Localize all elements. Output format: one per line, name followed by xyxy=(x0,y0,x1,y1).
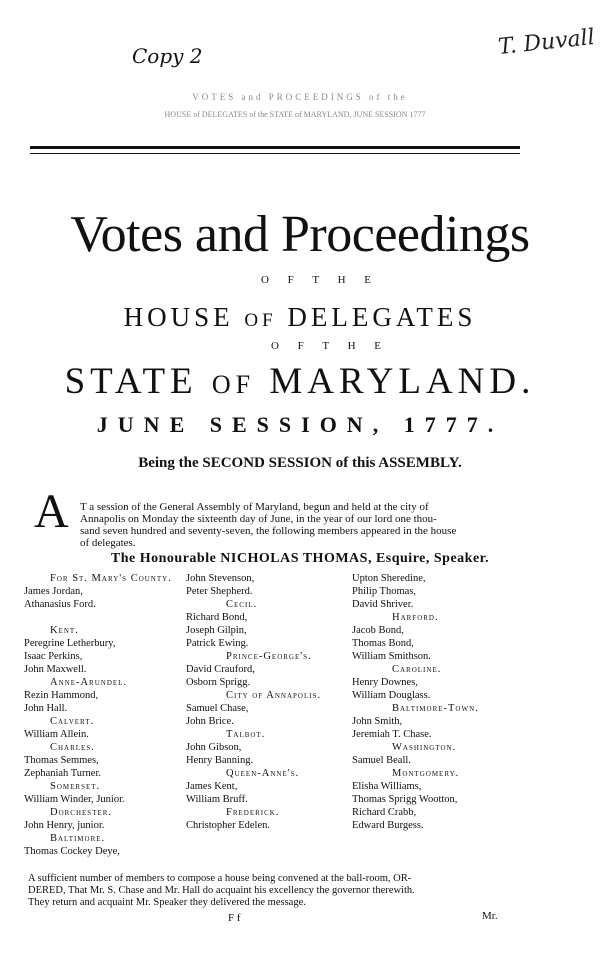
county-heading: Caroline. xyxy=(392,664,442,675)
signature-mark: F f xyxy=(228,912,241,924)
county-heading: Dorchester. xyxy=(50,807,113,818)
member-name: Zephaniah Turner. xyxy=(24,768,101,779)
member-name: Jeremiah T. Chase. xyxy=(352,729,432,740)
resolution-line-2: DERED, That Mr. S. Chase and Mr. Hall do acquaint his excellency the governor therewith. xyxy=(28,885,415,896)
spacer xyxy=(24,611,172,624)
member-name: Thomas Sprigg Wootton, xyxy=(352,794,458,805)
handwritten-signature: T. Duvall xyxy=(496,25,596,60)
member-name: Philip Thomas, xyxy=(352,586,416,597)
june-session: JUNE SESSION, 1777. xyxy=(96,412,504,437)
member-name: John Stevenson, xyxy=(186,573,255,584)
member-name: Christopher Edelen. xyxy=(186,820,270,831)
county-heading: Charles. xyxy=(50,742,95,753)
county-heading: Frederick. xyxy=(226,807,280,818)
member-name: Rezin Hammond, xyxy=(24,690,99,701)
member-name: John Smith, xyxy=(352,716,403,727)
member-name: John Brice. xyxy=(186,716,234,727)
drop-cap: A xyxy=(34,485,69,538)
resolution-line-3: They return and acquaint Mr. Speaker they delivered the message. xyxy=(28,897,306,908)
county-heading: Baltimore. xyxy=(50,833,106,844)
top-rule-thick xyxy=(30,146,520,149)
county-heading: Washington. xyxy=(392,742,457,753)
being-second-session: Being the SECOND SESSION of this ASSEMBLY. xyxy=(138,455,462,471)
county-heading: Somerset. xyxy=(50,781,101,792)
county-heading: Prince-George's. xyxy=(226,651,312,662)
member-name: Upton Sheredine, xyxy=(352,573,426,584)
of-the-2: O F T H E xyxy=(270,340,390,352)
member-name: Jacob Bond, xyxy=(352,625,404,636)
member-name: Samuel Beall. xyxy=(352,755,411,766)
member-name: David Crauford, xyxy=(186,664,255,675)
member-name: James Jordan, xyxy=(24,586,83,597)
member-name: William Allein. xyxy=(24,729,89,740)
member-name: Peregrine Letherbury, xyxy=(24,638,116,649)
county-heading: Talbot. xyxy=(226,729,266,740)
county-heading: Kent. xyxy=(50,625,79,636)
member-name: Edward Burgess. xyxy=(352,820,424,831)
members-column-3 xyxy=(352,572,479,832)
member-name: Athanasius Ford. xyxy=(24,599,96,610)
member-name: Thomas Bond, xyxy=(352,638,414,649)
of-the-1: O F T H E xyxy=(260,274,380,286)
resolution-line-1: A sufficient number of members to compose a house being convened at the ball-room, OR- xyxy=(28,873,412,884)
faded-header-line-1: VOTES and PROCEEDINGS of the xyxy=(192,92,408,102)
county-heading: Queen-Anne's. xyxy=(226,768,300,779)
member-name: Elisha Williams, xyxy=(352,781,422,792)
member-name: Henry Banning. xyxy=(186,755,254,766)
top-rule-thin xyxy=(30,153,520,154)
member-name: William Winder, Junior. xyxy=(24,794,125,805)
intro-line-3: sand seven hundred and seventy-seven, the following members appeared in the house xyxy=(80,525,457,537)
member-name: Thomas Semmes, xyxy=(24,755,99,766)
member-name: James Kent, xyxy=(186,781,238,792)
member-name: Henry Downes, xyxy=(352,677,418,688)
faded-header-line-2: HOUSE of DELEGATES of the STATE of MARYLAND, JUNE SESSION 1777 xyxy=(164,110,426,119)
county-heading: Montgomery. xyxy=(392,768,460,779)
members-column-1 xyxy=(24,572,172,858)
county-heading: Anne-Arundel. xyxy=(50,677,128,688)
county-heading: For St. Mary's County. xyxy=(50,573,172,584)
catchword: Mr. xyxy=(482,910,498,922)
intro-line-1: T a session of the General Assembly of Maryland, begun and held at the city of xyxy=(80,501,429,513)
member-name: John Hall. xyxy=(24,703,68,714)
member-name: John Maxwell. xyxy=(24,664,87,675)
member-name: Joseph Gilpin, xyxy=(186,625,247,636)
member-name: John Gibson, xyxy=(186,742,242,753)
member-name: Richard Bond, xyxy=(186,612,248,623)
member-name: William Smithson. xyxy=(352,651,431,662)
handwritten-copy-note: Copy 2 xyxy=(132,44,203,68)
county-heading: Cecil. xyxy=(226,599,258,610)
document-title: Votes and Proceedings xyxy=(70,206,530,263)
members-column-2 xyxy=(186,572,321,832)
house-of-delegates: HOUSE of DELEGATES xyxy=(123,302,477,332)
county-heading: Baltimore-Town. xyxy=(392,703,479,714)
member-name: Samuel Chase, xyxy=(186,703,249,714)
county-heading: City of Annapolis. xyxy=(226,690,322,701)
intro-line-2: Annapolis on Monday the sixteenth day of June, in the year of our lord one thou- xyxy=(80,513,437,525)
member-name: William Douglass. xyxy=(352,690,431,701)
speaker-line: The Honourable NICHOLAS THOMAS, Esquire, Speaker. xyxy=(110,551,490,566)
member-name: Osborn Sprigg. xyxy=(186,677,251,688)
member-name: William Bruff. xyxy=(186,794,248,805)
county-heading: Harford. xyxy=(392,612,439,623)
member-name: Peter Shepherd. xyxy=(186,586,253,597)
member-name: Patrick Ewing. xyxy=(186,638,249,649)
member-name: Richard Crabb, xyxy=(352,807,417,818)
state-of-maryland: STATE of MARYLAND. xyxy=(64,361,536,402)
county-heading: Calvert. xyxy=(50,716,95,727)
member-name: David Shriver. xyxy=(352,599,414,610)
member-name: John Henry, junior. xyxy=(24,820,105,831)
intro-line-4: of delegates. xyxy=(80,537,136,549)
member-name: Thomas Cockey Deye, xyxy=(24,846,120,857)
member-name: Isaac Perkins, xyxy=(24,651,83,662)
